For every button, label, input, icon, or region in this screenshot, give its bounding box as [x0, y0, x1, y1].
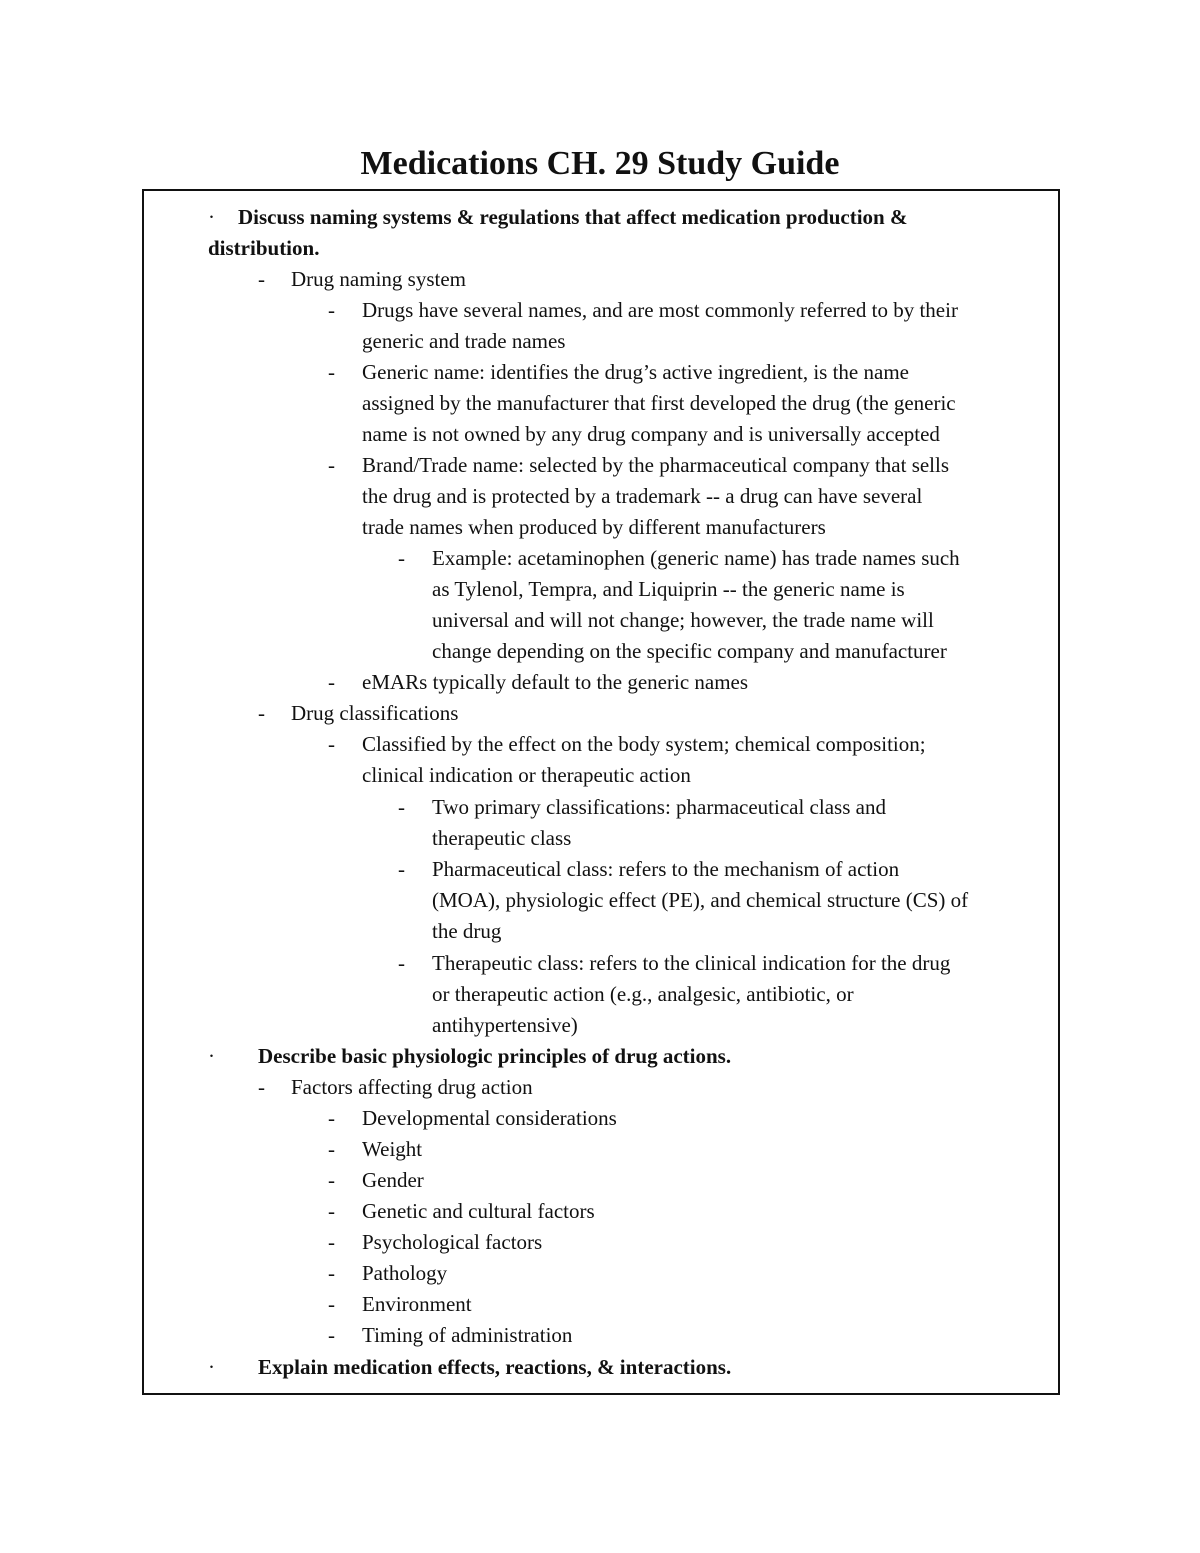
- list-item-thera-class-3: antihypertensive): [432, 1013, 578, 1037]
- dash-marker: -: [328, 298, 335, 322]
- list-item-generic-name-1: Generic name: identifies the drug’s active ingredient, is the name: [362, 360, 909, 384]
- section-heading-2: Describe basic physiologic principles of drug actions.: [258, 1044, 732, 1068]
- list-item-example-2: as Tylenol, Tempra, and Liquiprin -- the generic name is: [432, 577, 905, 601]
- list-item-emars: eMARs typically default to the generic names: [362, 670, 749, 694]
- dash-marker: -: [258, 701, 265, 725]
- dash-marker: -: [398, 857, 405, 881]
- dash-marker: -: [328, 1261, 335, 1285]
- list-item-classifications: Drug classifications: [291, 701, 459, 725]
- bullet-marker: ·: [208, 1044, 215, 1068]
- list-item-pharma-class-2: (MOA), physiologic effect (PE), and chemical structure (CS) of: [432, 888, 969, 912]
- dash-marker: -: [328, 670, 335, 694]
- dash-marker: -: [328, 1168, 335, 1192]
- dash-marker: -: [328, 1137, 335, 1161]
- list-item-generic-name-2: assigned by the manufacturer that first developed the drug (the generic: [362, 391, 956, 415]
- section-heading-1-line-1: Discuss naming systems & regulations that affect medication production &: [238, 205, 908, 229]
- list-item-brand-name-2: the drug and is protected by a trademark -- a drug can have several: [362, 484, 923, 508]
- list-item-factor: Timing of administration: [362, 1323, 573, 1347]
- list-item-classified-by-1: Classified by the effect on the body system; chemical composition;: [362, 732, 926, 756]
- dash-marker: -: [398, 795, 405, 819]
- dash-marker: -: [328, 453, 335, 477]
- list-item-brand-name-3: trade names when produced by different manufacturers: [362, 515, 826, 539]
- section-heading-1-line-2: distribution.: [208, 236, 320, 260]
- dash-marker: -: [328, 1230, 335, 1254]
- dash-marker: -: [328, 1199, 335, 1223]
- dash-marker: -: [258, 1075, 265, 1099]
- list-item-several-names-1: Drugs have several names, and are most commonly referred to by their: [362, 298, 958, 322]
- dash-marker: -: [328, 732, 335, 756]
- list-item-brand-name-1: Brand/Trade name: selected by the pharmaceutical company that sells: [362, 453, 950, 477]
- bullet-marker: ·: [208, 1355, 215, 1379]
- list-item-naming-system: Drug naming system: [291, 267, 466, 291]
- list-item-two-primary-1: Two primary classifications: pharmaceutical class and: [432, 795, 886, 819]
- bullet-marker: ·: [208, 205, 215, 229]
- dash-marker: -: [258, 267, 265, 291]
- dash-marker: -: [328, 1292, 335, 1316]
- list-item-pharma-class-1: Pharmaceutical class: refers to the mechanism of action: [432, 857, 900, 881]
- dash-marker: -: [328, 1323, 335, 1347]
- list-item-classified-by-2: clinical indication or therapeutic action: [362, 763, 691, 787]
- section-heading-3: Explain medication effects, reactions, & interactions.: [258, 1355, 732, 1379]
- list-item-factor: Weight: [362, 1137, 423, 1161]
- list-item-two-primary-2: therapeutic class: [432, 826, 572, 850]
- list-item-example-4: change depending on the specific company and manufacturer: [432, 639, 947, 663]
- dash-marker: -: [398, 546, 405, 570]
- page-title: Medications CH. 29 Study Guide: [360, 145, 840, 182]
- list-item-factor: Genetic and cultural factors: [362, 1199, 595, 1223]
- list-item-example-3: universal and will not change; however, the trade name will: [432, 608, 934, 632]
- dash-marker: -: [398, 951, 405, 975]
- list-item-thera-class-1: Therapeutic class: refers to the clinical indication for the drug: [432, 951, 951, 975]
- list-item-factor: Environment: [362, 1292, 472, 1316]
- list-item-pharma-class-3: the drug: [432, 919, 502, 943]
- list-item-several-names-2: generic and trade names: [362, 329, 566, 353]
- dash-marker: -: [328, 360, 335, 384]
- list-item-factors: Factors affecting drug action: [291, 1075, 533, 1099]
- list-item-factor: Psychological factors: [362, 1230, 543, 1254]
- list-item-factor: Developmental considerations: [362, 1106, 617, 1130]
- list-item-factor: Pathology: [362, 1261, 448, 1285]
- list-item-example-1: Example: acetaminophen (generic name) has trade names such: [432, 546, 960, 570]
- list-item-factor: Gender: [362, 1168, 424, 1192]
- list-item-generic-name-3: name is not owned by any drug company and is universally accepted: [362, 422, 940, 446]
- list-item-thera-class-2: or therapeutic action (e.g., analgesic, antibiotic, or: [432, 982, 854, 1006]
- dash-marker: -: [328, 1106, 335, 1130]
